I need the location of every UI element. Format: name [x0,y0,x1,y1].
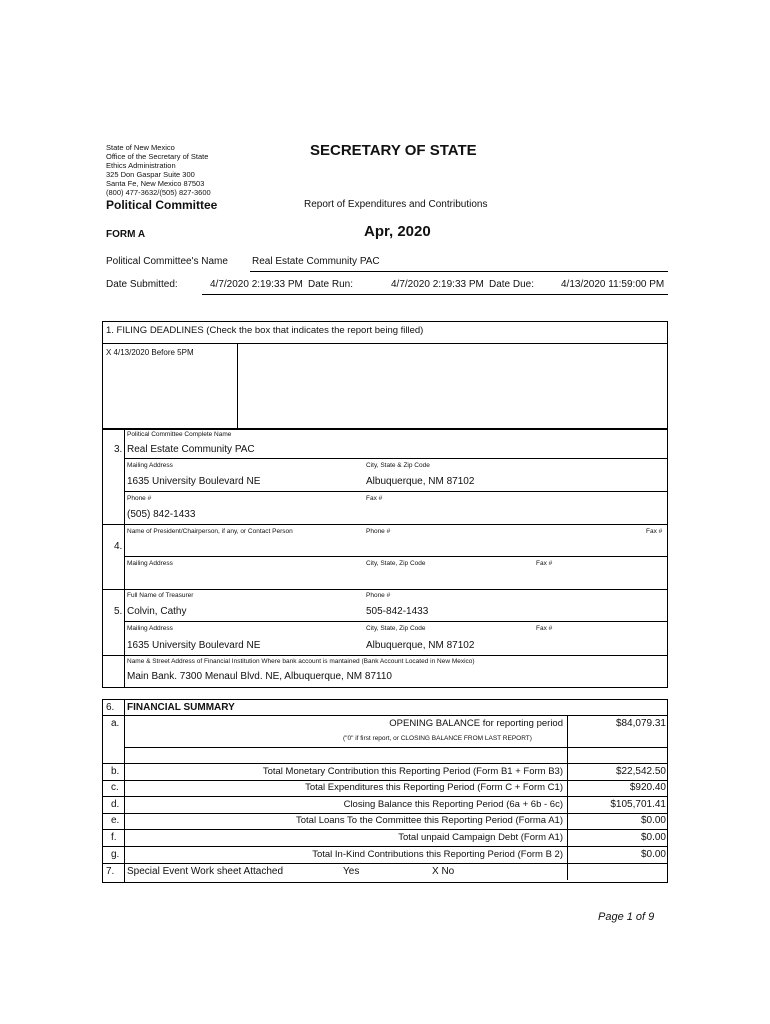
committee-name-label: Political Committee's Name [106,256,228,267]
address-line: State of New Mexico [106,143,175,152]
president-fax2-label: Fax # [536,560,553,567]
row-label: Total Loans To the Committee this Reporting Period (Forma A1) [295,815,563,826]
divider [102,780,668,781]
filing-deadlines-title: 1. FILING DEADLINES (Check the box that indicates the report being filled) [106,325,424,336]
filing-deadlines-box [102,321,668,429]
date-run-value: 4/7/2020 2:19:33 PM [391,279,484,290]
mailing-address-field[interactable]: 1635 University Boulevard NE [127,476,261,487]
committee-name-field[interactable]: Real Estate Community PAC [127,444,255,455]
row-letter: d. [111,799,120,810]
divider [102,863,668,864]
treasurer-phone-label: Phone # [366,592,391,599]
mailing-address-label: Mailing Address [127,462,173,469]
divider [124,429,125,688]
agency-title: SECRETARY OF STATE [310,142,477,159]
fax-label: Fax # [366,495,383,502]
divider [124,458,668,459]
treasurer-csz-label: City, State, Zip Code [366,625,426,632]
page-number: Page 1 of 9 [598,911,655,923]
opening-balance-value: $84,079.31 [615,718,666,729]
city-state-zip-label: City, State & Zip Code [366,462,430,469]
date-submitted-label: Date Submitted: [106,279,178,290]
row-label: Total In-Kind Contributions this Reporting Period (Form B 2) [312,849,563,860]
divider [102,796,668,797]
date-due-label: Date Due: [489,279,535,290]
dates-underline [202,294,668,295]
row-value: $105,701.41 [610,799,666,810]
date-due-value: 4/13/2020 11:59:00 PM [561,279,665,290]
row-label: Total Monetary Contribution this Reporting Period (Form B1 + Form B3) [262,766,563,777]
divider [102,846,668,847]
treasurer-name-field[interactable]: Colvin, Cathy [127,606,187,617]
divider [102,589,668,590]
president-name-label: Name of President/Chairperson, if any, or Contact Person [127,528,293,535]
report-period: Apr, 2020 [364,223,431,240]
row-letter: g. [111,849,120,860]
row-letter: b. [111,766,120,777]
report-title: Report of Expenditures and Contributions [304,199,488,210]
address-line: (800) 477-3632/(505) 827-3600 [106,188,211,198]
form-label: FORM A [106,229,146,240]
address-line: Santa Fe, New Mexico 87503 [106,179,205,189]
row-value: $0.00 [640,832,666,843]
treasurer-phone-field[interactable]: 505-842-1433 [366,606,429,617]
divider [124,747,668,748]
section-3-number: 3. [114,444,123,455]
bank-field[interactable]: Main Bank. 7300 Menaul Blvd. NE, Albuquerque, NM 87110 [127,671,392,682]
section-6-number: 6. [106,702,115,713]
name-underline [250,271,668,272]
treasurer-csz-field[interactable]: Albuquerque, NM 87102 [366,640,475,651]
president-csz-label: City, State, Zip Code [366,560,426,567]
divider [102,763,668,764]
divider [567,715,568,880]
row-letter: c. [111,782,119,793]
divider [237,343,238,429]
treasurer-name-label: Full Name of Treasurer [127,592,194,599]
president-mailing-label: Mailing Address [127,560,173,567]
filing-deadline-option[interactable]: X 4/13/2020 Before 5PM [106,348,194,357]
row-label: Total unpaid Campaign Debt (Form A1) [398,832,563,843]
row-value: $0.00 [640,815,666,826]
committee-name-field-label: Political Committee Complete Name [127,431,232,438]
row-letter-a: a. [111,718,120,729]
phone-field[interactable]: (505) 842-1433 [127,509,196,520]
divider [102,829,668,830]
agency-address [106,143,296,198]
divider [124,621,668,622]
special-event-no[interactable]: X No [432,866,455,877]
row-value: $0.00 [640,849,666,860]
row-value: $920.40 [629,782,666,793]
city-state-zip-field[interactable]: Albuquerque, NM 87102 [366,476,475,487]
row-value: $22,542.50 [615,766,666,777]
opening-balance-note: ("0" if first report, or CLOSING BALANCE FROM LAST REPORT) [343,735,532,742]
treasurer-fax-label: Fax # [536,625,553,632]
president-phone-label: Phone # [366,528,391,535]
committee-type: Political Committee [106,198,218,212]
section-7-number: 7. [106,866,115,877]
divider [102,715,668,716]
address-line: Office of the Secretary of State [106,152,209,162]
divider [124,491,668,492]
row-letter: e. [111,815,120,826]
treasurer-mailing-field[interactable]: 1635 University Boulevard NE [127,640,261,651]
bank-label: Name & Street Address of Financial Institution Where bank account is mantained (Bank Account Located in New Mexico) [127,658,475,665]
financial-summary-title: FINANCIAL SUMMARY [127,702,235,713]
phone-label: Phone # [127,495,152,502]
row-label: Total Expenditures this Reporting Period (Form C + Form C1) [305,782,563,793]
section-4-number: 4. [114,541,123,552]
section-5-number: 5. [114,606,123,617]
divider [102,524,668,525]
date-run-label: Date Run: [308,279,354,290]
divider [124,556,668,557]
address-line: Ethics Administration [106,161,176,171]
special-event-label: Special Event Work sheet Attached [127,866,284,877]
president-fax-label: Fax # [646,528,663,535]
divider [124,699,125,883]
divider [102,343,668,344]
opening-balance-label: OPENING BALANCE for reporting period [389,718,563,729]
row-label: Closing Balance this Reporting Period (6a + 6b - 6c) [343,799,563,810]
divider [102,655,668,656]
address-line: 325 Don Gaspar Suite 300 [106,170,195,180]
date-submitted-value: 4/7/2020 2:19:33 PM [210,279,303,290]
treasurer-mailing-label: Mailing Address [127,625,173,632]
divider [102,813,668,814]
row-letter: f. [111,832,117,843]
committee-name-value: Real Estate Community PAC [252,256,380,267]
special-event-yes[interactable]: Yes [343,866,360,877]
